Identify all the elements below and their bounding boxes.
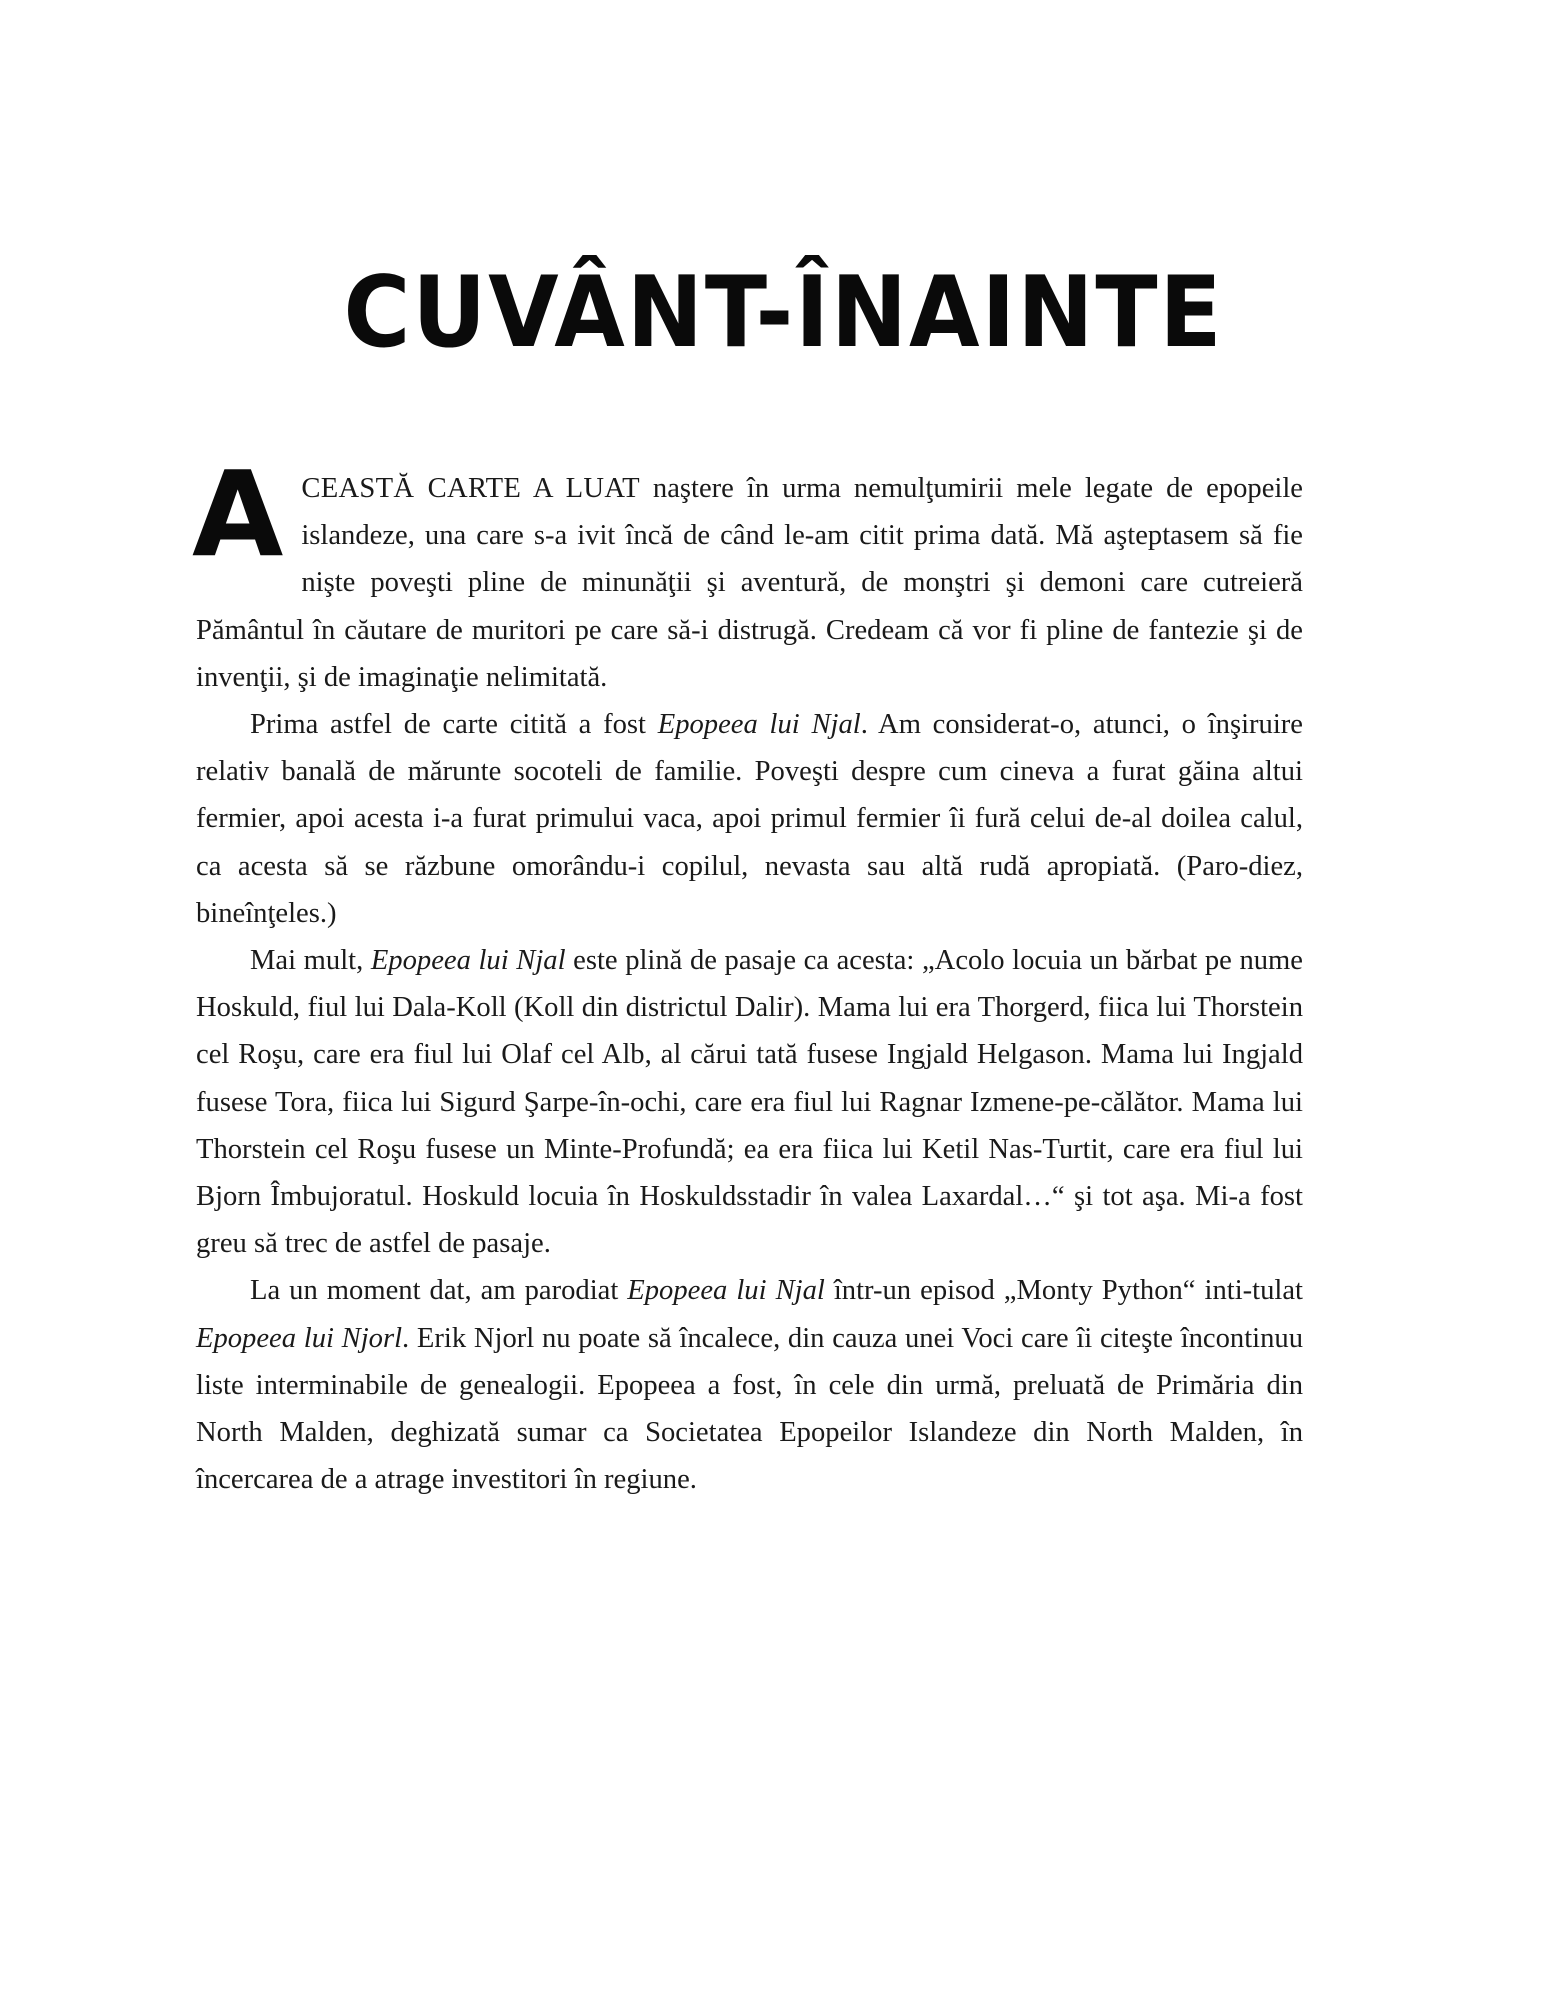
paragraph-4-text-a: La un moment dat, am parodiat: [250, 1275, 628, 1307]
paragraph-4: [196, 1267, 1303, 1503]
drop-cap: A: [192, 445, 284, 583]
paragraph-1-text: naştere în urma nemulţumirii mele legate de epopeile islandeze, una care s-a ivit încă de când le-am citit prima dată. Mă aşteptasem să fie nişte poveşti pline de minunăţii şi aventură, de monştri şi demoni care cutreieră Pământul în căutare de muritori pe care să-i distrugă. Credeam că vor fi pline de fantezie şi de invenţii, şi de imaginaţie nelimitată.: [196, 473, 1303, 693]
paragraph-lead-in: CEASTĂ CARTE A LUAT: [301, 473, 640, 504]
paragraph-4-text-b: într-un episod „Monty Python“ inti-tulat: [824, 1275, 1303, 1307]
paragraph-3: [196, 937, 1303, 1267]
book-title-italic: Epopeea lui Njal: [370, 945, 566, 977]
paragraph-3-text-b: este plină de pasaje ca acesta: „Acolo locuia un bărbat pe nume Hoskuld, fiul lui Dala-Koll (Koll din districtul Dalir). Mama lui era Thorgerd, fiica lui Thorstein cel Roşu, care era fiul lui Olaf cel Alb, al cărui tată fusese Ingjald Helgason. Mama lui Ingjald fusese Tora, fiica lui Sigurd Şarpe-în-ochi, care era fiul lui Ragnar Izmene-pe-călător. Mama lui Thorstein cel Roşu fusese un Minte-Profundă; ea era fiica lui Ketil Nas-Turtit, care era fiul lui Bjorn Îmbujoratul. Hoskuld locuia în Hoskuldsstadir în valea Laxardal…“ şi tot aşa. Mi-a fost greu să trec de astfel de pasaje.: [196, 945, 1303, 1260]
book-title-italic: Epopeea lui Njal: [627, 1275, 825, 1307]
paragraph-2: [196, 701, 1303, 937]
paragraph-4-text-c: . Erik Njorl nu poate să încalece, din cauza unei Voci care îi citeşte încontinuu liste interminabile de genealogii. Epopeea a fost, în cele din urmă, preluată de Primăria din North Malden, deghizată sumar ca Societatea Epopeilor Islandeze din North Malden, în încercarea de a atrage investitori în regiune.: [196, 1322, 1303, 1496]
chapter-title: CUVÂNT-ÎNAINTE: [343, 255, 1224, 370]
book-title-italic: Epopeea lui Njal: [657, 709, 861, 741]
paragraph-1: [192, 445, 1303, 701]
paragraph-2-text-b: . Am considerat-o, atunci, o înşiruire relativ banală de mărunte socoteli de familie. Poveşti despre cum cineva a furat găina altui fermier, apoi acesta i-a furat primului vaca, apoi primul fermier îi fură celui de-al doilea calul, ca acesta să se răzbune omorându-i copilul, nevasta sau altă rudă apropiată. (Paro-diez, bineînţeles.): [196, 709, 1303, 929]
body-text: [192, 445, 1303, 1503]
book-title-italic: Epopeea lui Njorl: [196, 1322, 403, 1354]
paragraph-3-text-a: Mai mult,: [250, 945, 371, 977]
paragraph-2-text-a: Prima astfel de carte citită a fost: [250, 709, 658, 741]
